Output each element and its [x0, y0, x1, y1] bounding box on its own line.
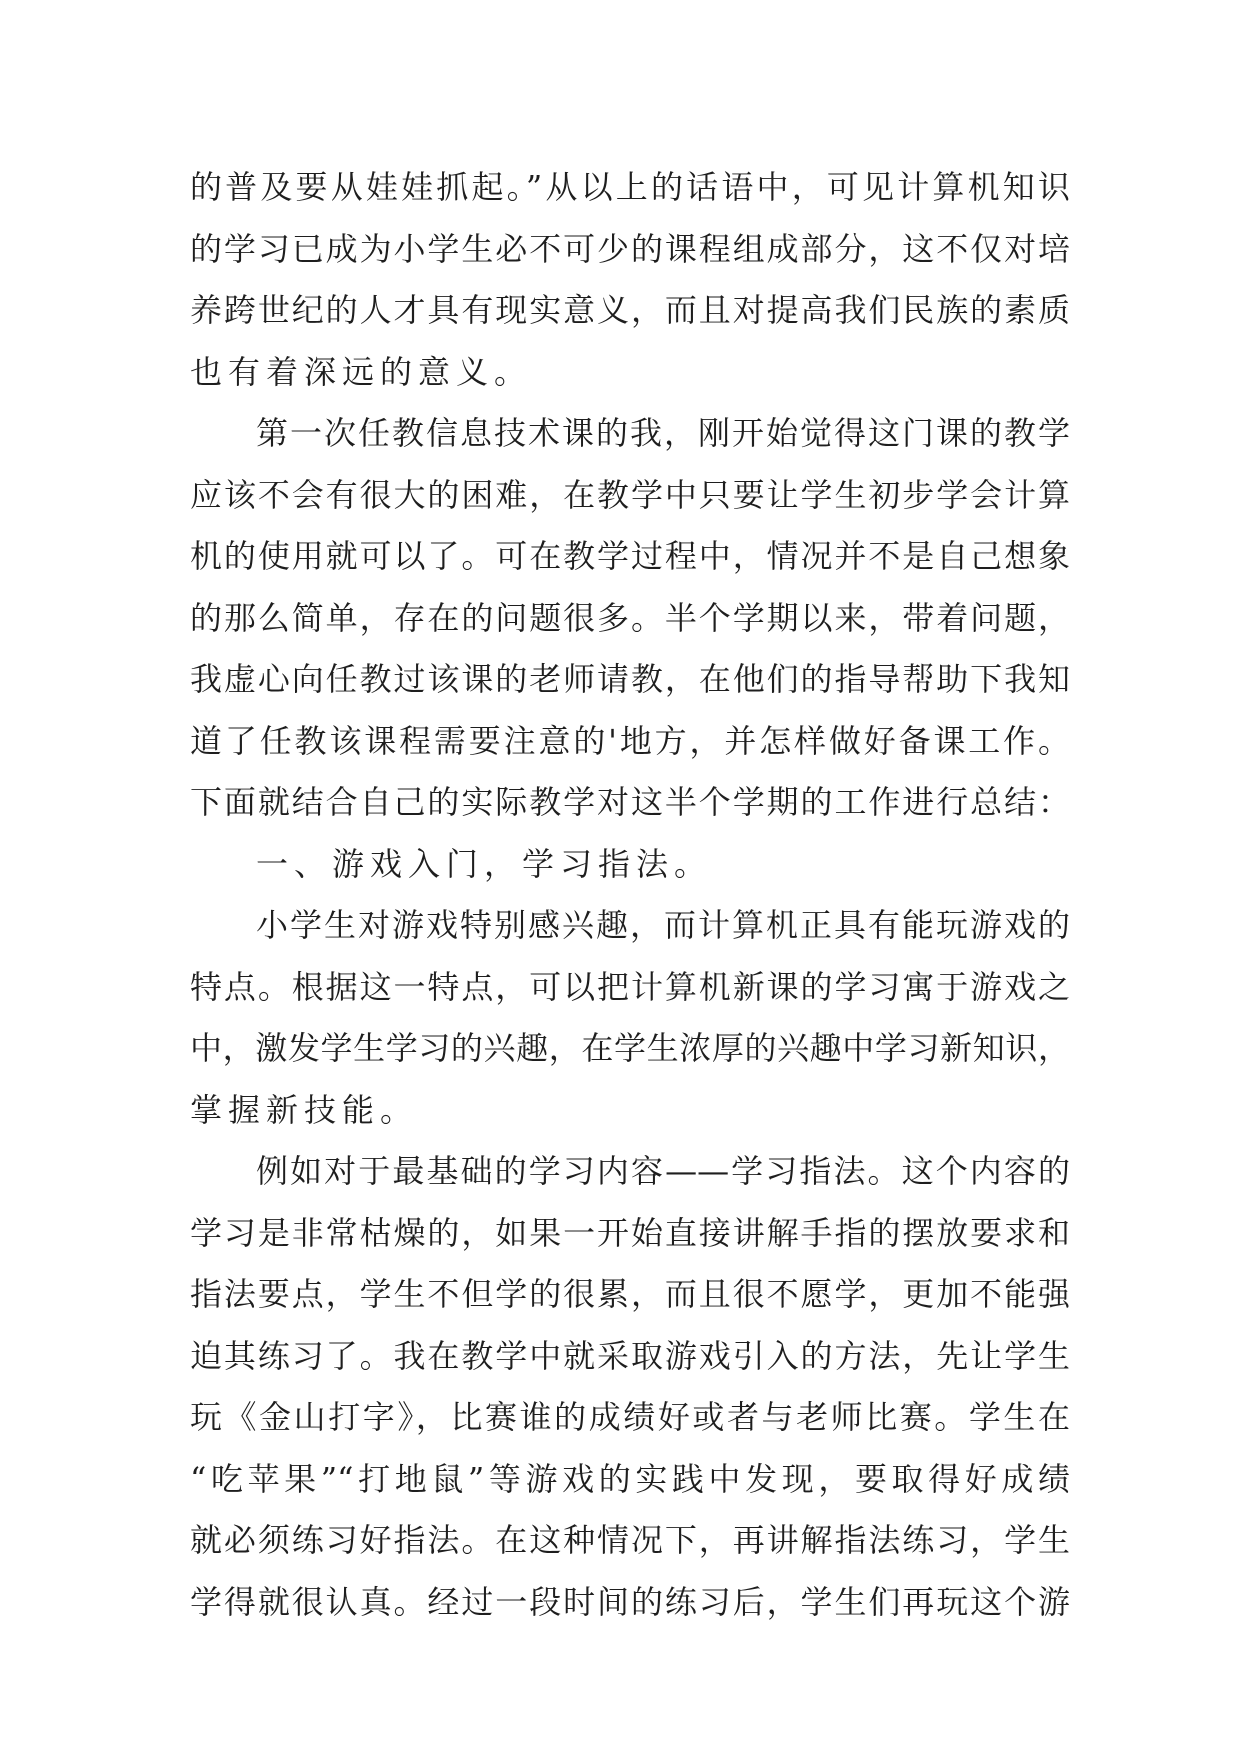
text-line: 学得就很认真。经过一段时间的练习后，学生们再玩这个游 [190, 1582, 1070, 1621]
text-line: 小学生对游戏特别感兴趣，而计算机正具有能玩游戏的 [256, 906, 1070, 944]
paragraph-2 [190, 403, 1070, 834]
text-line: 的普及要从娃娃抓起。”从以上的话语中，可见计算机知识 [190, 168, 1070, 206]
text-line: “吃苹果”“打地鼠”等游戏的实践中发现，要取得好成绩 [190, 1459, 1070, 1498]
text-line: 下面就结合自己的实际教学对这半个学期的工作进行总结： [190, 783, 1070, 821]
text-line: 掌握新技能。 [190, 1090, 419, 1129]
text-line: 也有着深远的意义。 [190, 352, 533, 391]
text-line: 道了任教该课程需要注意的'地方，并怎样做好备课工作。 [190, 721, 1070, 760]
text-line: 的学习已成为小学生必不可少的课程组成部分，这不仅对培 [190, 229, 1070, 268]
text-line: 养跨世纪的人才具有现实意义，而且对提高我们民族的素质 [190, 291, 1070, 329]
paragraph-1 [190, 157, 1070, 403]
text-line: 学习是非常枯燥的，如果一开始直接讲解手指的摆放要求和 [190, 1213, 1070, 1252]
section-heading [190, 834, 1070, 896]
text-line: 应该不会有很大的困难，在教学中只要让学生初步学会计算 [190, 475, 1070, 514]
text-line: 例如对于最基础的学习内容——学习指法。这个内容的 [256, 1152, 1070, 1190]
text-line: 第一次任教信息技术课的我，刚开始觉得这门课的教学 [256, 414, 1070, 452]
text-line: 特点。根据这一特点，可以把计算机新课的学习寓于游戏之 [190, 967, 1070, 1006]
text-line: 机的使用就可以了。可在教学过程中，情况并不是自己想象 [190, 537, 1070, 575]
text-line: 就必须练习好指法。在这种情况下，再讲解指法练习，学生 [190, 1521, 1070, 1559]
text-line: 的那么简单，存在的问题很多。半个学期以来，带着问题， [190, 598, 1070, 637]
text-line: 一、游戏入门，学习指法。 [256, 844, 713, 883]
text-line: 我虚心向任教过该课的老师请教，在他们的指导帮助下我知 [190, 660, 1070, 698]
paragraph-3 [190, 895, 1070, 1141]
text-line: 迫其练习了。我在教学中就采取游戏引入的方法，先让学生 [190, 1336, 1070, 1375]
text-line: 中，激发学生学习的兴趣，在学生浓厚的兴趣中学习新知识， [190, 1029, 1070, 1067]
paragraph-4 [190, 1141, 1070, 1633]
text-line: 玩《金山打字》，比赛谁的成绩好或者与老师比赛。学生在 [190, 1398, 1070, 1436]
text-line: 指法要点，学生不但学的很累，而且很不愿学，更加不能强 [190, 1275, 1070, 1313]
body-text [190, 157, 1070, 1633]
